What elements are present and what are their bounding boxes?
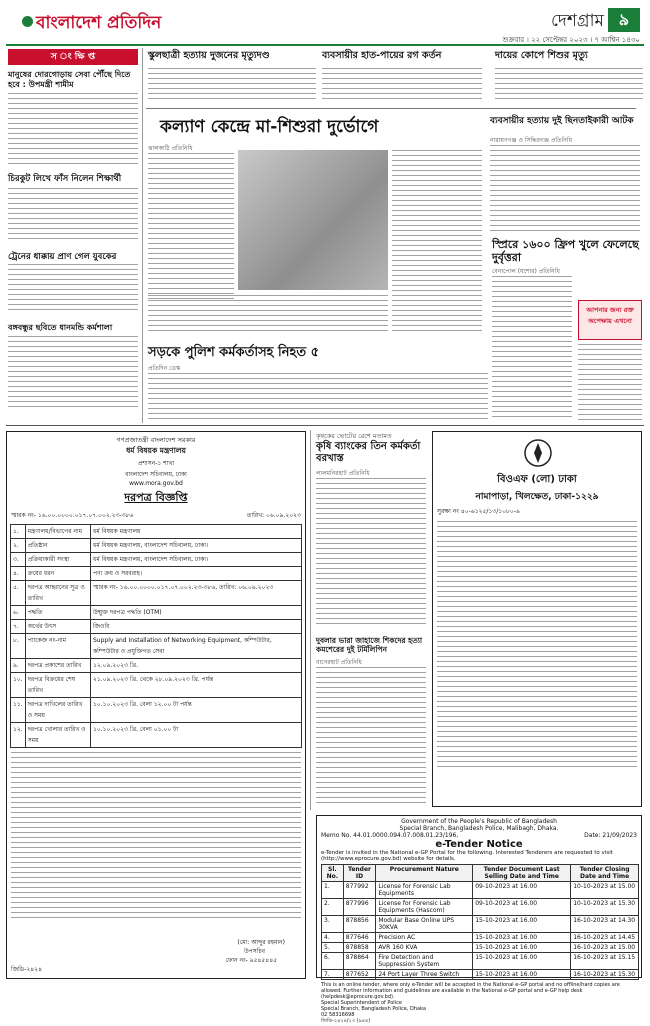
- section-divider: [6, 425, 644, 426]
- brief-headline-2: চিরকুট লিখে ফাঁস নিলেন শিক্ষার্থী: [8, 174, 122, 184]
- page-number: ৯: [608, 8, 640, 32]
- ministry-signer-title: উপসচিব: [243, 948, 265, 955]
- strip-headline-2: ব্যবসায়ীর হাত-পায়ের রগ কর্তন: [322, 50, 442, 61]
- police-cell: 877646: [343, 933, 376, 943]
- ministry-row: [11, 659, 302, 673]
- police-cell: 15-10-2023 at 16.00: [473, 953, 571, 970]
- feature-body-2: [392, 150, 482, 335]
- police-cell: 09-10-2023 at 16.00: [473, 882, 571, 899]
- brief-headline-3: ট্রেনের ধাক্কায় প্রাণ গেল যুবকের: [8, 252, 117, 262]
- police-cell: 2.: [322, 899, 344, 916]
- ministry-cell-label: দরপত্র আহ্বানের সূত্র ও তারিখ: [25, 581, 90, 606]
- police-cell: License for Forensic Lab Equipments: [376, 882, 473, 899]
- police-unit: Special Branch, Bangladesh Police, Malibagh, Dhaka.: [399, 825, 559, 832]
- strip-headline-1: স্কুলছাত্রী হত্যায় দুজনের মৃত্যুদণ্ড: [148, 50, 270, 61]
- bof-notice: [432, 431, 642, 807]
- ministry-cell-no: ১২.: [11, 723, 26, 748]
- bank-kicker: কৃষকের ভোটের রেশে মতামত: [316, 432, 392, 440]
- logo-mark-icon: [22, 16, 33, 27]
- spray-byline: বেনাপোল (যশোর) প্রতিনিধি: [492, 268, 560, 275]
- police-cell: 878856: [343, 916, 376, 933]
- ministry-cell-value: জিওবি: [90, 620, 301, 634]
- brief-body-2: [8, 188, 138, 243]
- police-row: [322, 953, 639, 970]
- police-cell: 1.: [322, 882, 344, 899]
- ministry-row: [11, 698, 302, 723]
- ministry-cell-label: দরপত্র বিক্রয়ের শেষ তারিখ: [25, 673, 90, 698]
- police-cell: 877992: [343, 882, 376, 899]
- feature-body: [148, 153, 234, 303]
- ministry-cell-no: ৮.: [11, 634, 26, 659]
- police-cell: 877652: [343, 970, 376, 980]
- bof-notice-number: সুরক্ষা নং ৪০-৬১২৫/১৩/১০৮০-৯: [437, 508, 520, 515]
- ministry-row: [11, 673, 302, 698]
- road-body: [148, 373, 488, 421]
- police-cell: 7.: [322, 970, 344, 980]
- ministry-conditions: [11, 752, 301, 922]
- ministry-signer-phone: ফোন নং- ৯৫৪৫৪৪৫: [225, 957, 277, 964]
- ministry-title: দরপত্র বিজ্ঞপ্তি: [124, 491, 188, 504]
- ministry-cell-label: প্রতিষ্ঠান: [25, 539, 90, 553]
- police-cell: Fire Detection and Suppression System: [376, 953, 473, 970]
- bank-body: [316, 478, 426, 628]
- ministry-tender: [6, 431, 306, 979]
- spray-body: [492, 276, 572, 421]
- ministry-cell-label: পদ্ধতি: [25, 606, 90, 620]
- brief-body-4: [8, 336, 138, 408]
- section-name: দেশগ্রাম: [551, 11, 604, 31]
- brief-body-1: [8, 93, 138, 165]
- ministry-ref: স্মারক নং- ১৬.০০.০০০০.০১৭.০৭.০০২.২৩-৩৮৬: [11, 512, 134, 519]
- spray-headline: স্প্রিরে ১৬০০ ফ্রিপ খুলে ফেলেছে দুর্বৃত্তরা: [492, 238, 639, 264]
- police-title: e-Tender Notice: [435, 839, 523, 850]
- strip-headline-3: দায়ের কোপে শিশুর মৃত্যু: [495, 50, 588, 61]
- briefs-label: স ং ক্ষি প্ত: [8, 49, 138, 65]
- masthead-logo: [22, 8, 172, 38]
- police-cell: License for Forensic Lab Equipments (Hascom): [376, 899, 473, 916]
- ministry-cell-no: ১১.: [11, 698, 26, 723]
- bof-table: [437, 521, 637, 771]
- police-memo: Memo No. 44.01.0000.094.07.008.01.23/196,: [321, 832, 459, 839]
- police-col-header: Sl. No.: [322, 865, 344, 882]
- police-cell: 09-10-2023 at 16.00: [473, 899, 571, 916]
- ministry-cell-label: ক্রয়ের ধরন: [25, 567, 90, 581]
- ministry-cell-no: ৯.: [11, 659, 26, 673]
- ministry-website[interactable]: www.mora.gov.bd: [129, 480, 183, 487]
- ministry-cell-value: উন্মুক্ত দরপত্র পদ্ধতি (OTM): [90, 606, 301, 620]
- police-cell: 16-10-2023 at 14.30: [571, 916, 639, 933]
- police-cell: 15-10-2023 at 16.00: [473, 943, 571, 953]
- ministry-cell-value: ১২.০৯.২০২৩ খ্রি.: [90, 659, 301, 673]
- police-row: [322, 882, 639, 899]
- brief-headline-1: মানুষের দোরগোড়ায় সেবা পৌঁছে দিতে হবে : উপমন্ত্রী শামীম: [8, 70, 131, 89]
- police-cell: 877996: [343, 899, 376, 916]
- ministry-cell-value: ধর্ম বিষয়ক মন্ত্রণালয়, বাংলাদেশ সচিবালয়, ঢাকা।: [90, 553, 301, 567]
- ministry-cell-value: ধর্ম বিষয়ক মন্ত্রণালয়: [90, 525, 301, 539]
- police-col-header: Tender Closing Date and Time: [571, 865, 639, 882]
- police-cell: 16-10-2023 at 15.00: [571, 943, 639, 953]
- ministry-cell-label: অর্থের উৎস: [25, 620, 90, 634]
- police-cell: 878858: [343, 943, 376, 953]
- police-col-header: Tender ID: [343, 865, 376, 882]
- blood-ad-text: আপনার জন্য রক্ত অপেক্ষায় এখনো: [586, 306, 634, 325]
- police-cell: 15-10-2023 at 16.00: [473, 916, 571, 933]
- ministry-row: [11, 634, 302, 659]
- blood-ad: [578, 300, 642, 340]
- police-col-header: Tender Document Last Selling Date and Time: [473, 865, 571, 882]
- ministry-cell-value: ধর্ম বিষয়ক মন্ত্রণালয়, বাংলাদেশ সচিবালয়, ঢাকা।: [90, 539, 301, 553]
- police-signer-phone: 02 58316698: [321, 1012, 355, 1018]
- ministry-cell-value: Supply and Installation of Networking Equipment, কম্পিউটার, কম্পিউটার ও প্রযুক্তিগত সেবা: [90, 634, 301, 659]
- ministry-cell-no: ১০.: [11, 673, 26, 698]
- police-cell: 878864: [343, 953, 376, 970]
- police-date: Date: 21/09/2023: [584, 832, 637, 839]
- police-cell: 10-10-2023 at 15.00: [571, 882, 639, 899]
- bank-headline: কৃষি ব্যাংকের তিন কর্মকর্তা বরখাস্ত: [316, 441, 421, 464]
- ministry-cell-value: ২১.০৯.২০২৩ খ্রি. থেকে ২৮.০৯.২০২৩ খ্রি. পর্যন্ত: [90, 673, 301, 698]
- feature-caption: [148, 295, 388, 335]
- ministry-row: [11, 606, 302, 620]
- police-cell: 5.: [322, 943, 344, 953]
- robbery-byline: নারায়ণগঞ্জ ও সিদ্ধিরগঞ্জ প্রতিনিধি: [490, 137, 572, 144]
- police-cell: AVR 160 KVA: [376, 943, 473, 953]
- ministry-row: [11, 567, 302, 581]
- ministry-name: ধর্ম বিষয়ক মন্ত্রণালয়: [126, 446, 186, 455]
- bof-emblem-icon: [523, 438, 553, 468]
- ministry-cell-value: স্মারক নং- ১৬.০০.০০০০.০১৭.০৭.০০২.২৩-৩৮৬, তারিখ: ০৬.০৯.২০২৩: [90, 581, 301, 606]
- police-cell: 15-10-2023 at 16.00: [473, 933, 571, 943]
- police-col-header: Procurement Nature: [376, 865, 473, 882]
- robbery-headline: ব্যবসায়ীর হত্যায় দুই ছিনতাইকারী আটক: [490, 116, 634, 126]
- ministry-date: তারিখ: ০৬.০৯.২০২৩: [246, 512, 301, 519]
- ministry-cell-label: মন্ত্রণালয়/বিভাগের নাম: [25, 525, 90, 539]
- police-tender: [316, 815, 642, 1024]
- police-cell: 10-10-2023 at 15.30: [571, 899, 639, 916]
- police-gov: Government of the People's Republic of Bangladesh: [401, 818, 557, 825]
- police-cell: 24 Port Layer Three Switch: [376, 970, 473, 980]
- police-cell: 4.: [322, 933, 344, 943]
- ministry-branch: প্রশাসন-১ শাখা: [137, 460, 175, 467]
- strip-body-3: [495, 68, 643, 102]
- feature-rule: [146, 108, 636, 109]
- ministry-cell-value: ১০.১০.২০২৩ খ্রি. বেলা ১২.০০ টা পর্যন্ত: [90, 698, 301, 723]
- police-cell: 16-10-2023 at 15.15: [571, 953, 639, 970]
- road-byline: প্রতিদিন ডেস্ক: [148, 365, 181, 372]
- feature-headline: কল্যাণ কেন্দ্রে মা-শিশুরা দুর্ভোগে: [160, 117, 379, 137]
- ministry-cell-no: ২.: [11, 539, 26, 553]
- dateline: শুক্রবার । ২২ সেপ্টেম্বর ২০২৩ । ৭ আশ্বিন ১৪৩০: [502, 36, 640, 44]
- police-footer-text: This is an online tender, where only e-Tender will be accepted in the National e-GP portal and no offline/hard copies are allowed. Further information and guidelines are available in the National e-GP portal and e-GP help desk (helpdesk@eprocure.gov.bd).: [321, 982, 620, 1000]
- deaths-body: [316, 667, 426, 807]
- police-signer-unit: Special Branch, Bangladesh Police, Dhaka: [321, 1006, 426, 1012]
- police-table: [321, 864, 639, 980]
- strip-body-1: [148, 68, 316, 102]
- bof-name: বিওএফ (লো) ঢাকা: [497, 474, 577, 485]
- masthead-rule: [6, 44, 644, 46]
- logo-text: বাংলাদেশ প্রতিদিন: [36, 13, 162, 33]
- feature-photo: [238, 150, 388, 290]
- column-rule-2: [310, 430, 311, 810]
- ministry-table: [10, 524, 302, 748]
- ministry-row: [11, 553, 302, 567]
- police-row: [322, 933, 639, 943]
- ministry-row: [11, 581, 302, 606]
- police-cell: 3.: [322, 916, 344, 933]
- feature-byline: ঝালকাঠি প্রতিনিধি: [148, 145, 193, 152]
- ministry-cell-label: দরপত্র প্রকাশের তারিখ: [25, 659, 90, 673]
- ministry-cell-no: ৪.: [11, 567, 26, 581]
- bof-address: নামাপাড়া, খিলক্ষেত, ঢাকা-১২২৯: [475, 492, 599, 502]
- ministry-row: [11, 620, 302, 634]
- ministry-address: বাংলাদেশ সচিবালয়, ঢাকা: [125, 471, 187, 478]
- column-rule: [142, 48, 143, 423]
- ministry-cell-label: দরপত্র খোলার তারিখ ও সময়: [25, 723, 90, 748]
- robbery-body: [490, 145, 640, 235]
- ministry-cell-label: প্রক্রিয়াকারী সংস্থা: [25, 553, 90, 567]
- spray-body-2: [578, 344, 642, 420]
- police-cell: 16-10-2023 at 15.30: [571, 970, 639, 980]
- deaths-headline: দুবলার ভারা জাহাজে শিকদের হত্যা কমশেরের দুই টর্মিলিপিন: [316, 636, 423, 654]
- ministry-cell-no: ৫.: [11, 581, 26, 606]
- police-intro: e-Tender is invited in the National e-GP Portal for the following. Interested Tenderers are requested to visit (http://www.eprocure.gov.bd) website for details.: [321, 850, 613, 862]
- ministry-cell-no: ১.: [11, 525, 26, 539]
- police-cell: 15-10-2023 at 16.00: [473, 970, 571, 980]
- police-row: [322, 970, 639, 980]
- road-headline: সড়কে পুলিশ কর্মকর্তাসহ নিহত ৫: [148, 345, 320, 360]
- brief-body-3: [8, 264, 138, 314]
- deaths-byline: বাগেরহাট প্রতিনিধি: [316, 659, 362, 666]
- police-row: [322, 899, 639, 916]
- ministry-cell-value: পণ্য ক্রয় ও সরবরাহ।: [90, 567, 301, 581]
- ministry-cell-label: প্যাকেজ নং-নাম: [25, 634, 90, 659]
- police-footer-code: জিডি-২৪২৪/২৩ (৯৪৪): [321, 1018, 371, 1024]
- ministry-gov: গণপ্রজাতন্ত্রী বাংলাদেশ সরকার: [116, 436, 196, 444]
- ministry-cell-no: ৭.: [11, 620, 26, 634]
- police-cell: Modular Base Online UPS 30KVA: [376, 916, 473, 933]
- ministry-cell-label: দরপত্র দাখিলের তারিখ ও সময়: [25, 698, 90, 723]
- ministry-row: [11, 723, 302, 748]
- ministry-signer-name: (মো: আব্দুর রহমান): [237, 939, 285, 946]
- ministry-row: [11, 539, 302, 553]
- ministry-cell-no: ৬.: [11, 606, 26, 620]
- ministry-cell-value: ১০.১০.২০২৩ খ্রি. বেলা ০১.০০ টা: [90, 723, 301, 748]
- police-cell: 6.: [322, 953, 344, 970]
- brief-headline-4: বঙ্গবন্ধুর ছবিতে ধানমন্ডি কর্মশালা: [8, 323, 113, 332]
- bank-byline: লালমনিরহাট প্রতিনিধি: [316, 470, 370, 477]
- police-cell: 16-10-2023 at 14.45: [571, 933, 639, 943]
- police-row: [322, 943, 639, 953]
- police-cell: Precision AC: [376, 933, 473, 943]
- ministry-footer-code: জিডি-২৪২৪: [11, 966, 42, 973]
- ministry-cell-no: ৩.: [11, 553, 26, 567]
- ministry-row: [11, 525, 302, 539]
- police-signer: Special Superintendent of Police: [321, 1000, 402, 1006]
- strip-body-2: [322, 68, 482, 102]
- police-row: [322, 916, 639, 933]
